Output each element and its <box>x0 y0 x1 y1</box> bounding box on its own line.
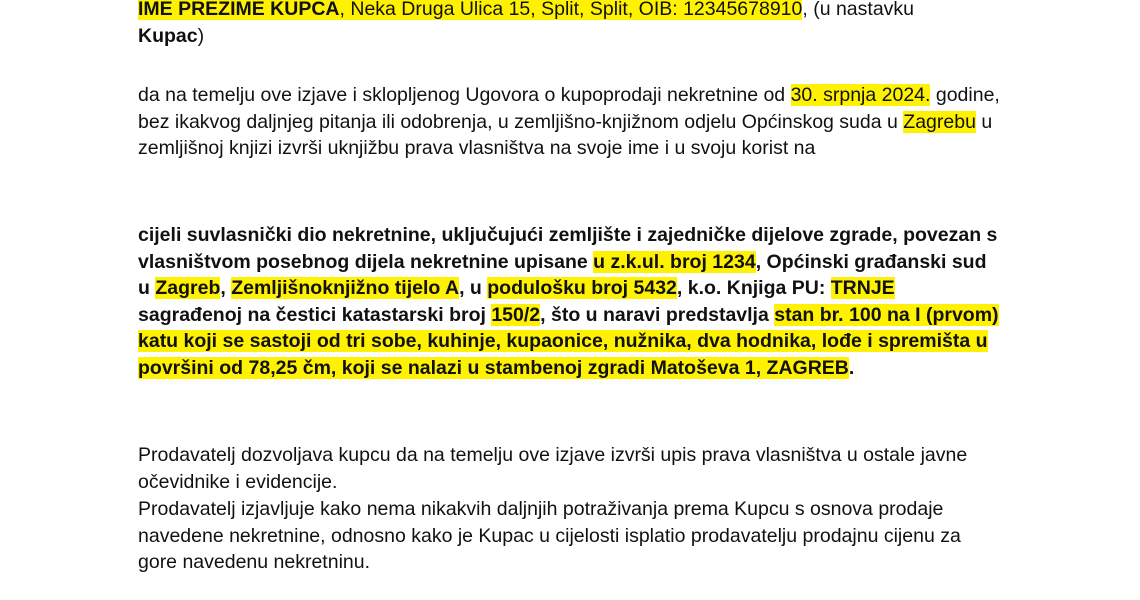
buyer-note-open: , (u nastavku <box>802 0 915 20</box>
property-text-3: , <box>220 277 232 299</box>
buyer-address: Neka Druga Ulica 15, Split, Split, OIB: 12345678910 <box>350 0 803 20</box>
property-text-6: sagrađenoj na čestici katastarski broj <box>138 303 492 326</box>
property-text-1: cijeli suvlasnički dio nekretnine, uključujući zemljište i zajedničke dijelove zgrade, povezan s vlasništvom posebnog dijela nekretnine upisane <box>138 224 998 273</box>
buyer-paragraph <box>138 0 1000 49</box>
declaration-text-3: u zemljišnoj knjizi izvrši uknjižbu prava vlasništva na svoje ime i u svoju korist na <box>138 110 993 159</box>
court-name: Zagreb <box>155 277 221 299</box>
land-register-body: Zemljišnoknjižno tijelo A <box>231 277 460 299</box>
property-text-4: , u <box>459 277 488 299</box>
property-text-5: , k.o. Knjiga PU: <box>676 277 831 299</box>
property-text-8: . <box>848 356 855 379</box>
cadastral-municipality: TRNJE <box>830 277 895 299</box>
court-city: Zagrebu <box>903 110 976 133</box>
declaration-paragraph <box>138 82 1000 162</box>
land-register-number: u z.k.ul. broj 1234 <box>593 250 756 273</box>
sub-insert-number: podulošku broj 5432 <box>487 277 677 299</box>
property-paragraph <box>138 222 1000 381</box>
declaration-text-2: godine, bez ikakvog daljnjeg pitanja ili odobrenja, u zemljišno-knjižnom odjelu Općinskog suda u <box>138 84 1000 133</box>
buyer-note-close: ) <box>197 24 205 47</box>
property-text-2: , Općinski građanski sud u <box>138 250 987 299</box>
permit-paragraph: Prodavatelj dozvoljava kupcu da na temelju ove izjave izvrši upis prava vlasništva u ostale javne očevidnike i evidencije. <box>138 444 968 493</box>
declaration-text-1: da na temelju ove izjave i sklopljenog Ugovora o kupoprodaji nekretnine od <box>138 84 791 106</box>
buyer-name: IME PREZIME KUPCA <box>138 0 340 20</box>
apartment-description: stan br. 100 na I (prvom) katu koji se sastoji od tri sobe, kuhinje, kupaonice, nužnika, dva hodnika, lođe i spremišta u površini od 78,25 čm, koji se nalazi u stambenoj zgradi Matoševa 1, ZAGREB <box>138 303 999 379</box>
contract-date: 30. srpnja 2024. <box>790 84 931 106</box>
claims-paragraph: Prodavatelj izjavljuje kako nema nikakvih daljnjih potraživanja prema Kupcu s osnova prodaje navedene nekretnine, odnosno kako je Kupac u cijelosti isplatio prodavatelju prodajnu cijenu za gore navedenu nekretninu. <box>138 498 961 573</box>
buyer-separator: , <box>339 0 351 20</box>
parcel-number: 150/2 <box>491 303 541 326</box>
property-text-7: , što u naravi predstavlja <box>540 303 775 326</box>
buyer-label: Kupac <box>138 24 198 47</box>
